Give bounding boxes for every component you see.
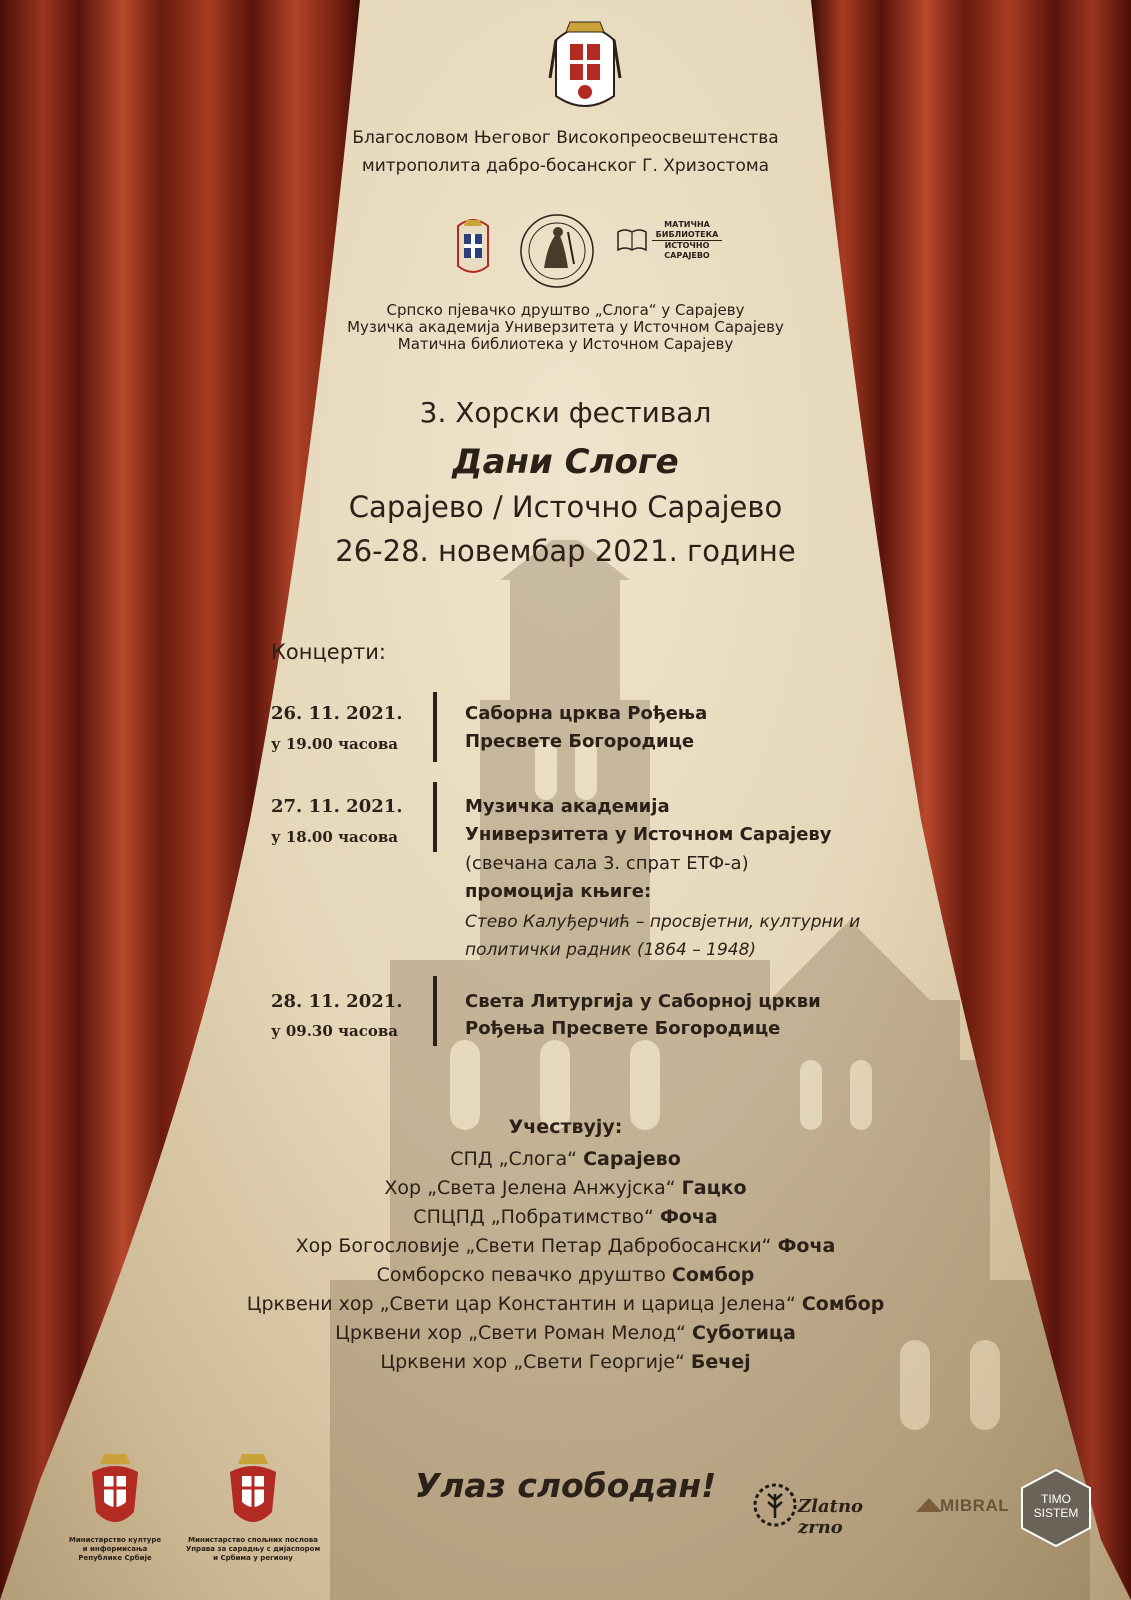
concerts-label: Концерти: <box>271 640 386 664</box>
event-divider <box>433 976 437 1046</box>
timo-sistem-label: TIMO SISTEM <box>1033 1492 1079 1520</box>
event-venue-line: Рођења Пресвете Богородице <box>465 1018 781 1039</box>
serbian-state-crest <box>228 1452 278 1532</box>
participant-item: СПД „Слога“ Сарајево <box>450 1148 681 1170</box>
free-entry-text: Улаз слободан! <box>414 1466 717 1505</box>
zlatno-zrno-label: Zlatno zrno <box>798 1496 864 1538</box>
event-venue-line: Саборна црква Рођења <box>465 703 708 724</box>
mibral-label: MIBRAL <box>940 1496 1010 1515</box>
participant-item: Црквени хор „Свети цар Константин и царица Јелена“ Сомбор <box>246 1293 885 1315</box>
participants-heading: Учествују: <box>508 1116 623 1138</box>
event-date: 28. 11. 2021. <box>271 991 403 1012</box>
participant-item: Хор „Света Јелена Анжујска“ Гацко <box>384 1177 747 1199</box>
participant-item: Хор Богословије „Свети Петар Дабробосански“ Фоча <box>295 1235 836 1257</box>
festival-title: 3. Хорски фестивал <box>419 396 712 429</box>
mountain-logo <box>916 1498 942 1512</box>
ministry-foreign-affairs: Министарство спољних послова Управа за сарадњу с дијаспором и Србима у региону <box>178 1452 328 1563</box>
book-title-line: Стево Калуђерчић – просвјетни, културни и <box>465 912 861 932</box>
music-academy-seal <box>518 212 596 290</box>
choir-society-crest <box>454 216 492 278</box>
ministry-culture: Министарство културе и информисања Републике Србије <box>55 1452 175 1563</box>
event-venue-line: Музичка академија <box>465 796 670 817</box>
wheat-sun-logo <box>752 1482 798 1528</box>
event-date: 27. 11. 2021. <box>271 796 403 817</box>
organizer-line: Српско пјевачко друштво „Слога“ у Сарајеву <box>386 301 745 319</box>
event-time: у 09.30 часова <box>271 1022 398 1040</box>
book-promo-label: промоција књиге: <box>465 881 652 902</box>
organizer-line: Музичка академија Универзитета у Источном Сарајеву <box>347 318 784 336</box>
library-book-icon <box>616 224 648 254</box>
participant-item: СПЦПД „Побратимство“ Фоча <box>413 1206 718 1228</box>
sponsor-zlatno-zrno <box>752 1468 912 1548</box>
organizers-list <box>0 302 1131 353</box>
participant-item: Црквени хор „Свети Георгије“ Бечеј <box>380 1351 751 1373</box>
book-title-line: политички радник (1864 – 1948) <box>465 940 757 960</box>
event-venue-line: Универзитета у Источном Сарајеву <box>465 824 832 845</box>
serbian-state-crest <box>90 1452 140 1532</box>
event-divider <box>433 692 437 762</box>
library-logo-text: МАТИЧНА БИБЛИОТЕКА ИСТОЧНО САРАЈЕВО <box>652 220 722 261</box>
event-date: 26. 11. 2021. <box>271 703 403 724</box>
festival-city: Сарајево / Источно Сарајево <box>348 490 783 524</box>
blessing-line-1: Благословом Његовог Високопреосвештенства <box>352 128 779 148</box>
event-venue-line: Пресвете Богородице <box>465 731 695 752</box>
serbian-church-crest <box>548 18 622 112</box>
blessing-text <box>0 124 1131 180</box>
sponsor-mibral <box>916 1468 1020 1548</box>
organizer-logos <box>454 212 722 290</box>
event-venue-line: Света Литургија у Саборној цркви <box>465 991 821 1012</box>
organizer-line: Матична библиотека у Источном Сарајеву <box>397 335 734 353</box>
festival-dates: 26-28. новембар 2021. године <box>335 534 796 568</box>
sponsor-timo-sistem <box>1018 1468 1094 1548</box>
participant-item: Црквени хор „Свети Роман Мелод“ Суботица <box>335 1322 796 1344</box>
festival-name: Дани Слоге <box>452 442 679 482</box>
participant-item: Сомборско певачко друштво Сомбор <box>376 1264 755 1286</box>
event-time: у 19.00 часова <box>271 735 398 753</box>
event-divider <box>433 782 437 852</box>
event-time: у 18.00 часова <box>271 828 398 846</box>
event-note: (свечана сала 3. спрат ЕТФ-а) <box>465 853 749 874</box>
blessing-line-2: митрополита дабро-босанског Г. Хризостома <box>361 156 770 176</box>
